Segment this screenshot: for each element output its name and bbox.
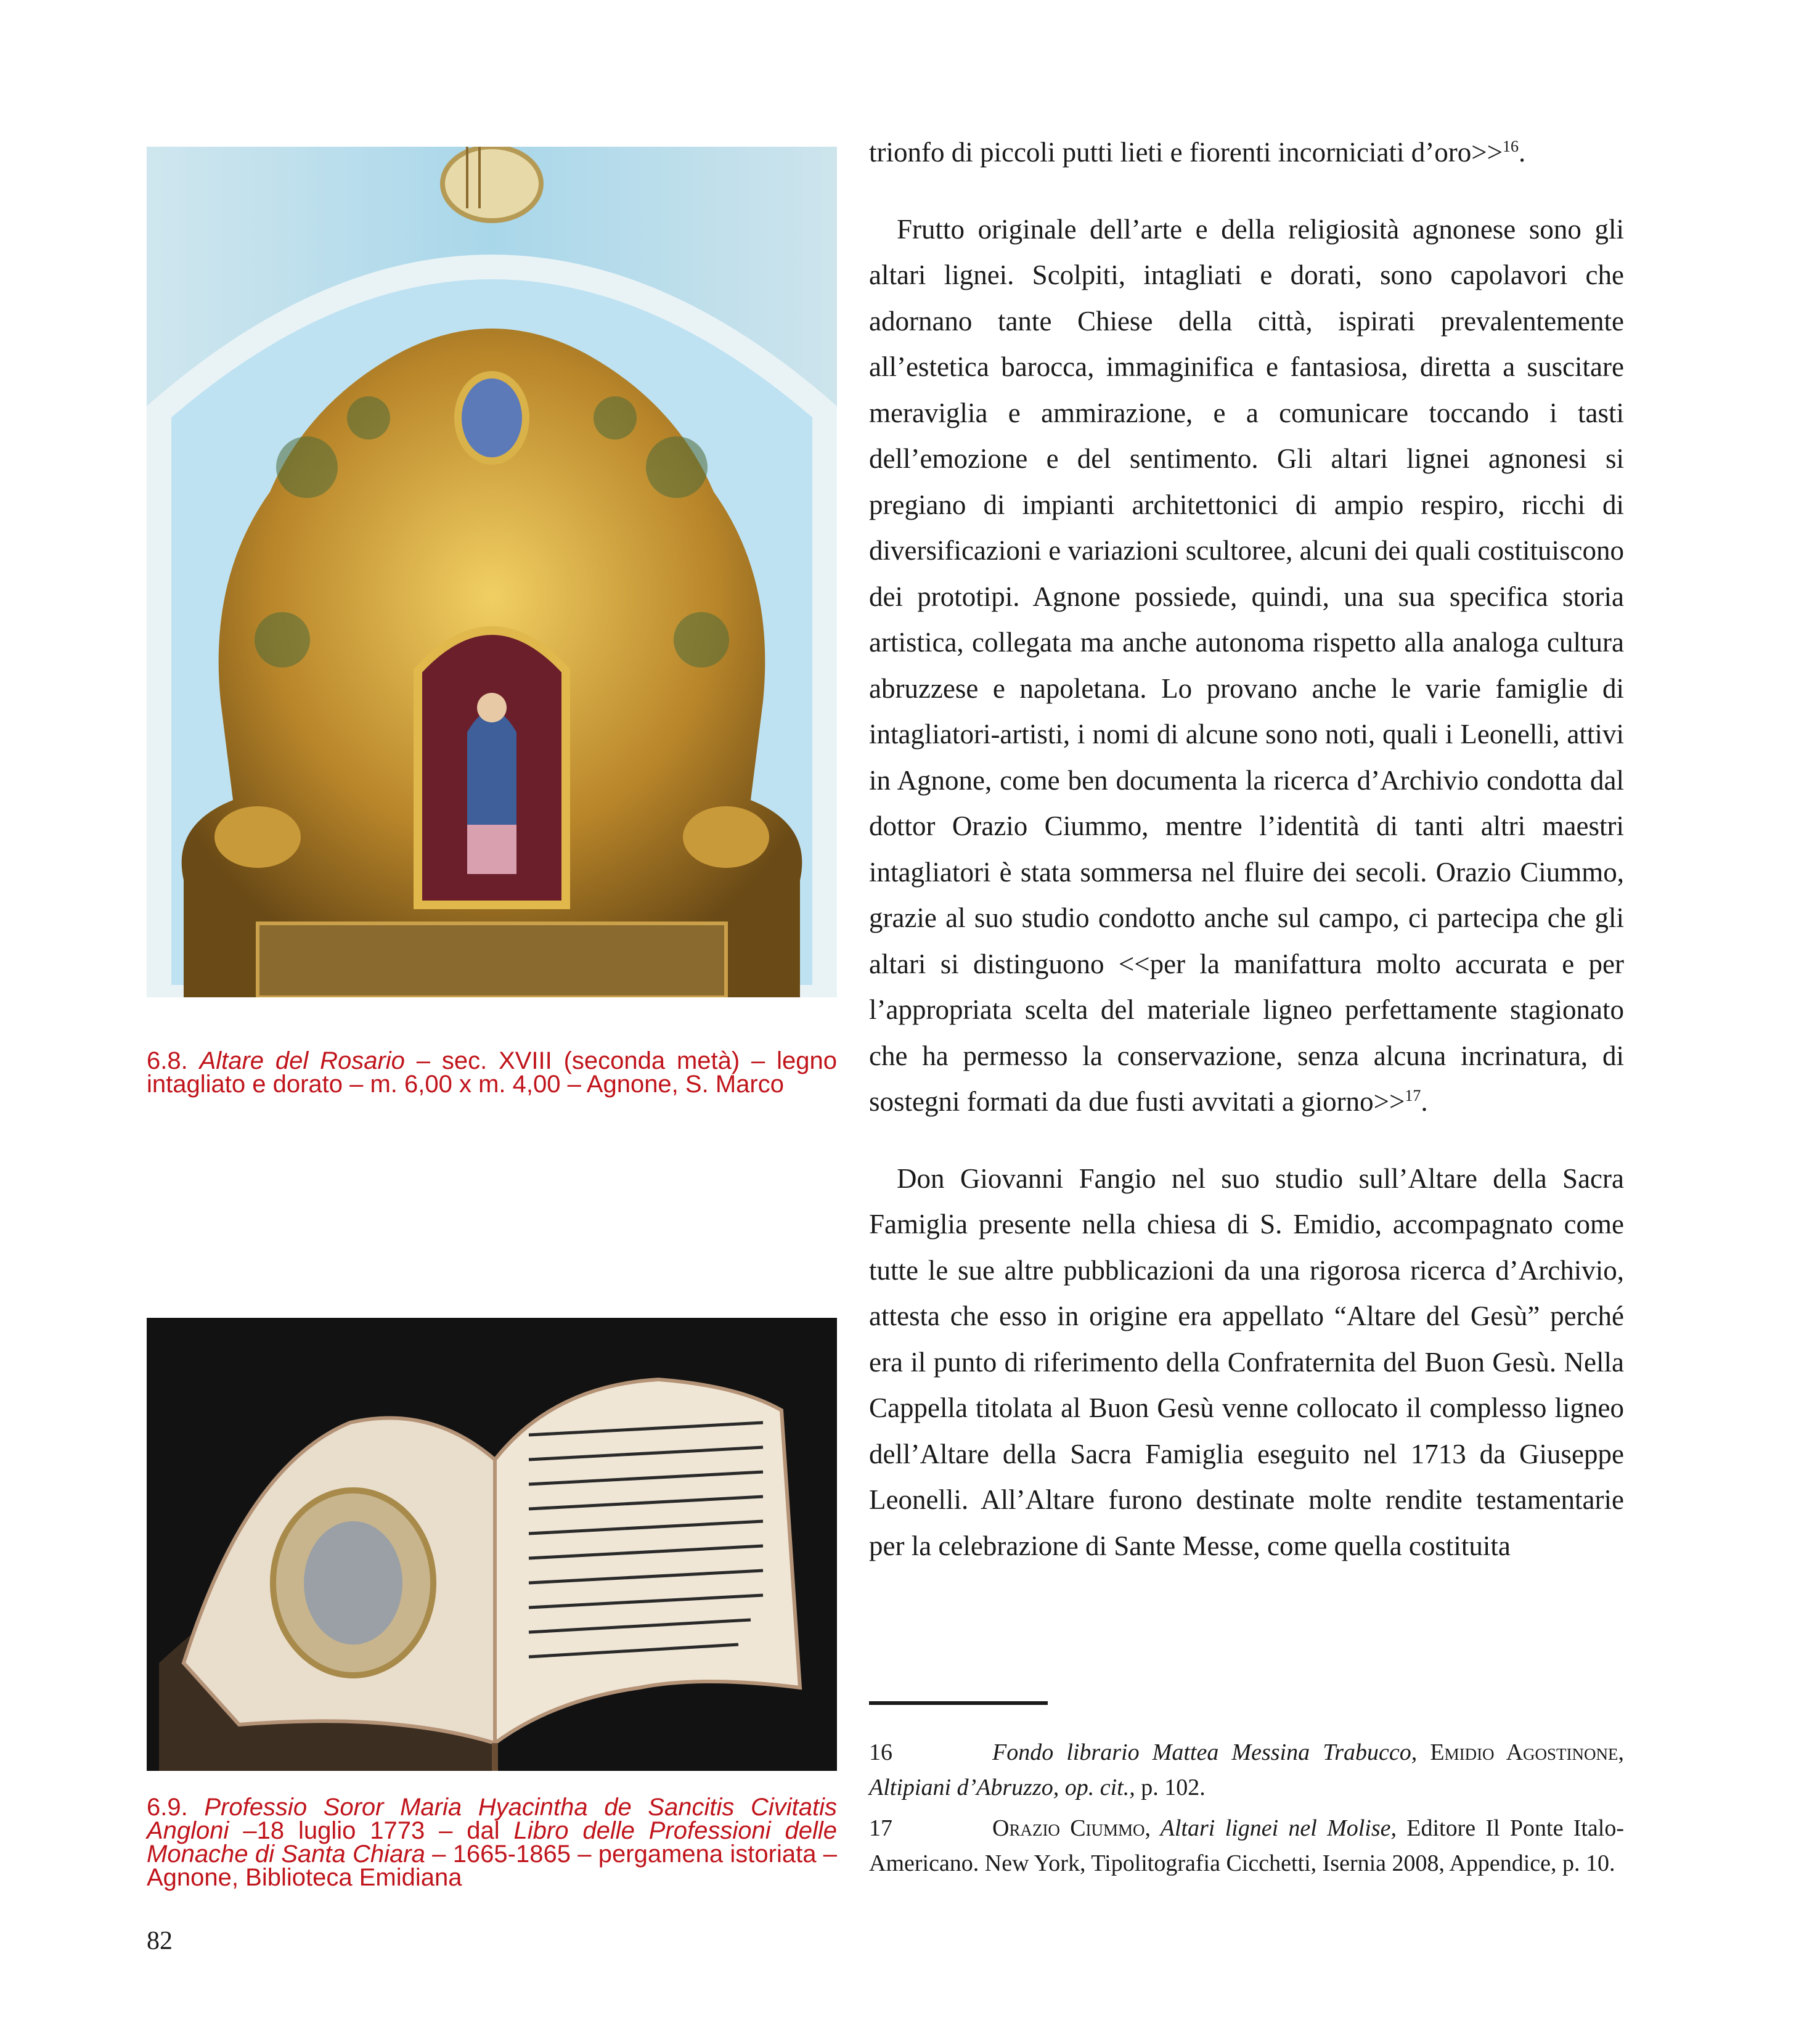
footnote-text: Editore Il Ponte Italo-Americano. New York, Tipolitografia Cicchetti, Isernia 2008, Appendice, p. 10. <box>869 1815 1624 1876</box>
figure-number: 6.9. <box>147 1794 188 1821</box>
altar-photo-image <box>147 147 837 997</box>
footnote-16 <box>869 1735 1624 1805</box>
altar-photo <box>147 147 837 997</box>
book-photo-image <box>147 1318 837 1771</box>
paragraph-text: Don Giovanni Fangio nel suo studio sull’Altare della Sacra Famiglia presente nella chiesa di S. Emidio, accompagnato come tutte le sue altre pubblicazioni da una rigorosa ricerca d’Archivio, attesta che esso in origine era appellato “Altare del Gesù” perché era il punto di riferimento della Confraternita del Buon Gesù. Nella Cappella titolata al Buon Gesù venne collocato il complesso ligneo dell’Altare della Sacra Famiglia eseguito nel 1713 da Giuseppe Leonelli. All’Altare furono destinate molte rendite testamentarie per la celebrazione di Sante Messe, come quella costituita <box>869 1163 1624 1561</box>
paragraph-3 <box>869 1156 1624 1569</box>
footnote-author: Emidio Agostinone, <box>1417 1739 1624 1765</box>
page-number: 82 <box>147 1927 173 1955</box>
figure-title: Altare del Rosario <box>199 1047 405 1074</box>
paragraph-2 <box>869 206 1624 1125</box>
figure-caption-6-8 <box>147 1049 837 1096</box>
figure-caption-6-9 <box>147 1796 837 1889</box>
footnote-number: 16 <box>869 1739 892 1765</box>
figure-details: – 1665-1865 – pergamena istoriata – Agnone, Biblioteca Emidiana <box>147 1841 837 1891</box>
figure-details: –18 luglio 1773 – dal <box>229 1817 514 1844</box>
book-photo <box>147 1318 837 1771</box>
footnote-italic: Altipiani d’Abruzzo, op. cit., <box>869 1775 1135 1800</box>
footnote-rule <box>869 1701 1048 1705</box>
footnote-17 <box>869 1811 1624 1881</box>
paragraph-1 <box>869 129 1624 176</box>
footnote-number: 17 <box>869 1815 892 1841</box>
body-text <box>869 129 1624 1569</box>
paragraph-text: trionfo di piccoli putti lieti e fiorenti incorniciati d’oro>> <box>869 137 1503 168</box>
paragraph-end: . <box>1519 137 1526 168</box>
figure-title: Professio Soror Maria Hyacintha de Sancitis Civitatis Angloni <box>147 1794 837 1844</box>
paragraph-end: . <box>1421 1086 1428 1117</box>
footnote-ref[interactable]: 17 <box>1405 1087 1421 1105</box>
footnote-ref[interactable]: 16 <box>1503 137 1519 155</box>
figure-source-title: Libro delle Professioni delle Monache di Santa Chiara <box>147 1817 837 1868</box>
footnote-author: Orazio Ciummo, <box>992 1815 1151 1841</box>
figure-number: 6.8. <box>147 1047 188 1074</box>
paragraph-text: Frutto originale dell’arte e della religiosità agnonese sono gli altari lignei. Scolpiti, intagliati e dorati, sono capolavori che adornano tante Chiese della città, ispirati prevalentemente all’estetica barocca, immaginifica e fantasiosa, diretta a suscitare meraviglia e ammirazione, e a comunicare toccando i tasti dell’emozione e del sentimento. Gli altari lignei agnonesi si pregiano di impianti architettonici di ampio respiro, ricchi di diversificazioni e variazioni scultoree, alcuni dei quali costituiscono dei prototipi. Agnone possiede, quindi, una sua specifica storia artistica, collegata ma anche autonoma rispetto alla analoga cultura abruzzese e napoletana. Lo provano anche le varie famiglie di intagliatori-artisti, i nomi di alcune sono noti, quali i Leonelli, attivi in Agnone, come ben documenta la ricerca d’Archivio condotta dal dottor Orazio Ciummo, mentre l’identità di tanti altri maestri intagliatori è stata sommersa nel fluire dei secoli. Orazio Ciummo, grazie al suo studio condotto anche sul campo, ci partecipa che gli altari si distinguono <<per la manifattura molto accurata e per l’appropriata scelta del materiale ligneo perfettamente stagionato che ha permesso la conservazione, senza alcuna incrinatura, di sostegni formati da due fusti avvitati a giorno>> <box>869 213 1624 1117</box>
figure-details: – sec. XVIII (seconda metà) – legno intagliato e dorato – m. 6,00 x m. 4,00 – Agnone, S. Marco <box>147 1047 837 1098</box>
footnote-text: p. 102. <box>1135 1775 1206 1800</box>
footnote-italic: Altari lignei nel Molise, <box>1151 1815 1397 1841</box>
footnote-italic: Fondo librario Mattea Messina Trabucco, <box>992 1739 1418 1765</box>
